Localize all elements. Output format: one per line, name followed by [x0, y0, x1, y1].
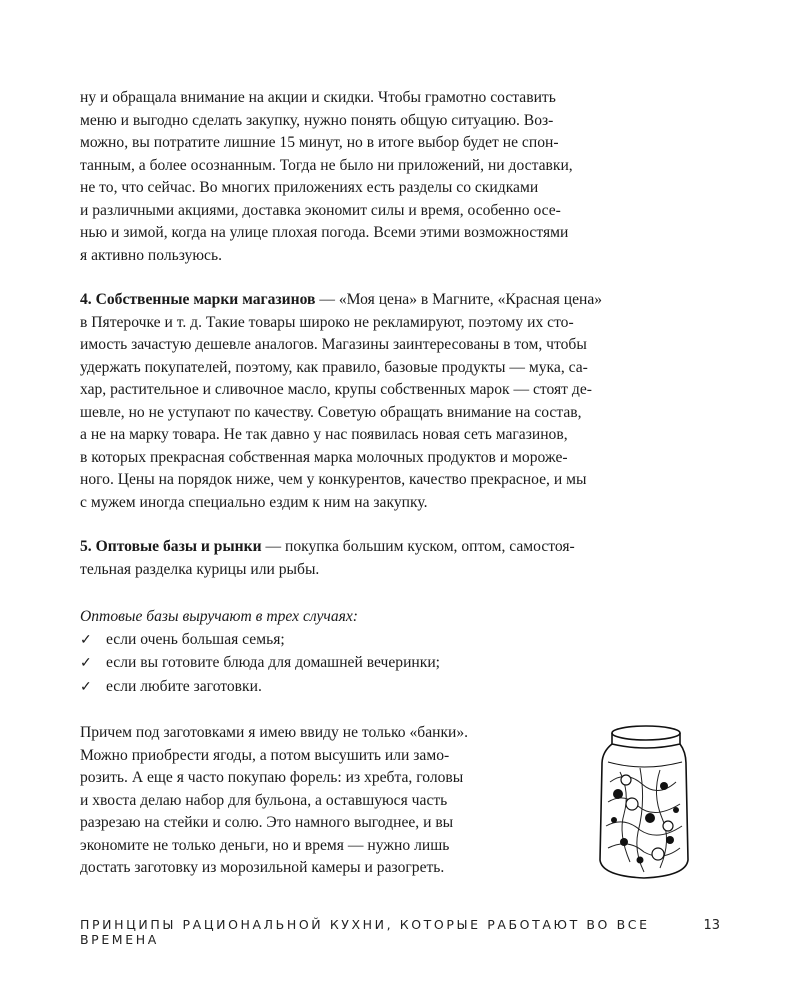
- text-line: разрезаю на стейки и солю. Это намного выгоднее, и вы: [80, 814, 454, 831]
- text-line: меню и выгодно сделать закупку, нужно понять общую ситуацию. Воз-: [80, 111, 554, 129]
- text-line: и хвоста делаю набор для бульона, а оставшуюся часть: [80, 791, 448, 809]
- list-item: [80, 629, 720, 653]
- page-number: 13: [703, 918, 720, 933]
- checkmark-icon: ✓: [80, 679, 92, 695]
- section-heading: 4. Собственные марки магазинов: [80, 291, 316, 308]
- text-line: Причем под заготовками я имею ввиду не только «банки».: [80, 724, 469, 741]
- preserve-jar-icon: [580, 722, 708, 882]
- page-footer: [80, 917, 720, 947]
- text-line: не то, что сейчас. Во многих приложениях есть разделы со скидками: [80, 179, 539, 196]
- text-line: можно, вы потратите лишние 15 минут, но в итоге выбор будет не спон-: [80, 134, 559, 151]
- section-store-brands: [80, 289, 720, 514]
- paragraph-preserves: [80, 722, 580, 880]
- list-item: [80, 676, 720, 700]
- checkmark-icon: ✓: [80, 656, 92, 671]
- text-line: удержать покупателей, поэтому, как правило, базовые продукты — мука, са-: [80, 358, 588, 376]
- list-item-text: если любите заготовки.: [106, 677, 262, 695]
- running-title: ПРИНЦИПЫ РАЦИОНАЛЬНОЙ КУХНИ, КОТОРЫЕ РАБОТАЮТ ВО ВСЕ ВРЕМЕНА: [80, 917, 650, 947]
- text-line: хар, растительное и сливочное масло, крупы собственных марок — стоят де-: [80, 381, 592, 398]
- text-line: в которых прекрасная собственная марка молочных продуктов и мороже-: [80, 448, 568, 466]
- list-item: [80, 652, 720, 676]
- text-line: шевле, но не уступают по качеству. Советую обращать внимание на состав,: [80, 403, 582, 421]
- text-line: танным, а более осознанным. Тогда не было ни приложений, ни доставки,: [80, 156, 573, 174]
- section-wholesale: [80, 536, 720, 581]
- bullet-section: [80, 606, 720, 699]
- paragraph-intro: [80, 87, 720, 267]
- text-line: в Пятерочке и т. д. Такие товары широко не рекламируют, поэтому их сто-: [80, 313, 574, 331]
- text-line: ного. Цены на порядок ниже, чем у конкурентов, качество прекрасное, и мы: [80, 471, 587, 488]
- text-line: я активно пользуюсь.: [80, 246, 222, 264]
- text-line: экономите не только деньги, но и время — нужно лишь: [80, 836, 450, 854]
- text-line: Можно приобрести ягоды, а потом высушить или замо-: [80, 746, 450, 764]
- text-line: достать заготовку из морозильной камеры и разогреть.: [80, 859, 445, 876]
- checkmark-icon: ✓: [80, 632, 92, 648]
- text-line: с мужем иногда специально ездим к ним на закупку.: [80, 493, 428, 511]
- list-item-text: если вы готовите блюда для домашней вечеринки;: [106, 654, 441, 671]
- text-line: имость зачастую дешевле аналогов. Магазины заинтересованы в том, чтобы: [80, 336, 587, 353]
- list-item-text: если очень большая семья;: [106, 630, 285, 648]
- text-line: розить. А еще я часто покупаю форель: из хребта, головы: [80, 769, 464, 786]
- text-line: и различными акциями, доставка экономит силы и время, особенно осе-: [80, 201, 561, 219]
- text-line: нью и зимой, когда на улице плохая погода. Всеми этими возможностями: [80, 224, 569, 241]
- text-line: а не на марку товара. Не так давно у нас появилась новая сеть магазинов,: [80, 426, 568, 443]
- section-first-line-rest: — покупка большим куском, оптом, самостоя-: [261, 538, 575, 555]
- bullets-intro: Оптовые базы выручают в трех случаях:: [80, 608, 358, 625]
- section-first-line: [80, 536, 720, 559]
- text-line: тельная разделка курицы или рыбы.: [80, 560, 320, 578]
- section-heading: 5. Оптовые базы и рынки: [80, 538, 262, 555]
- bullet-list: [80, 629, 720, 700]
- text-line: ну и обращала внимание на акции и скидки. Чтобы грамотно составить: [80, 89, 556, 106]
- section-first-line-rest: — «Моя цена» в Магните, «Красная цена»: [315, 291, 603, 308]
- section-first-line: [80, 289, 720, 312]
